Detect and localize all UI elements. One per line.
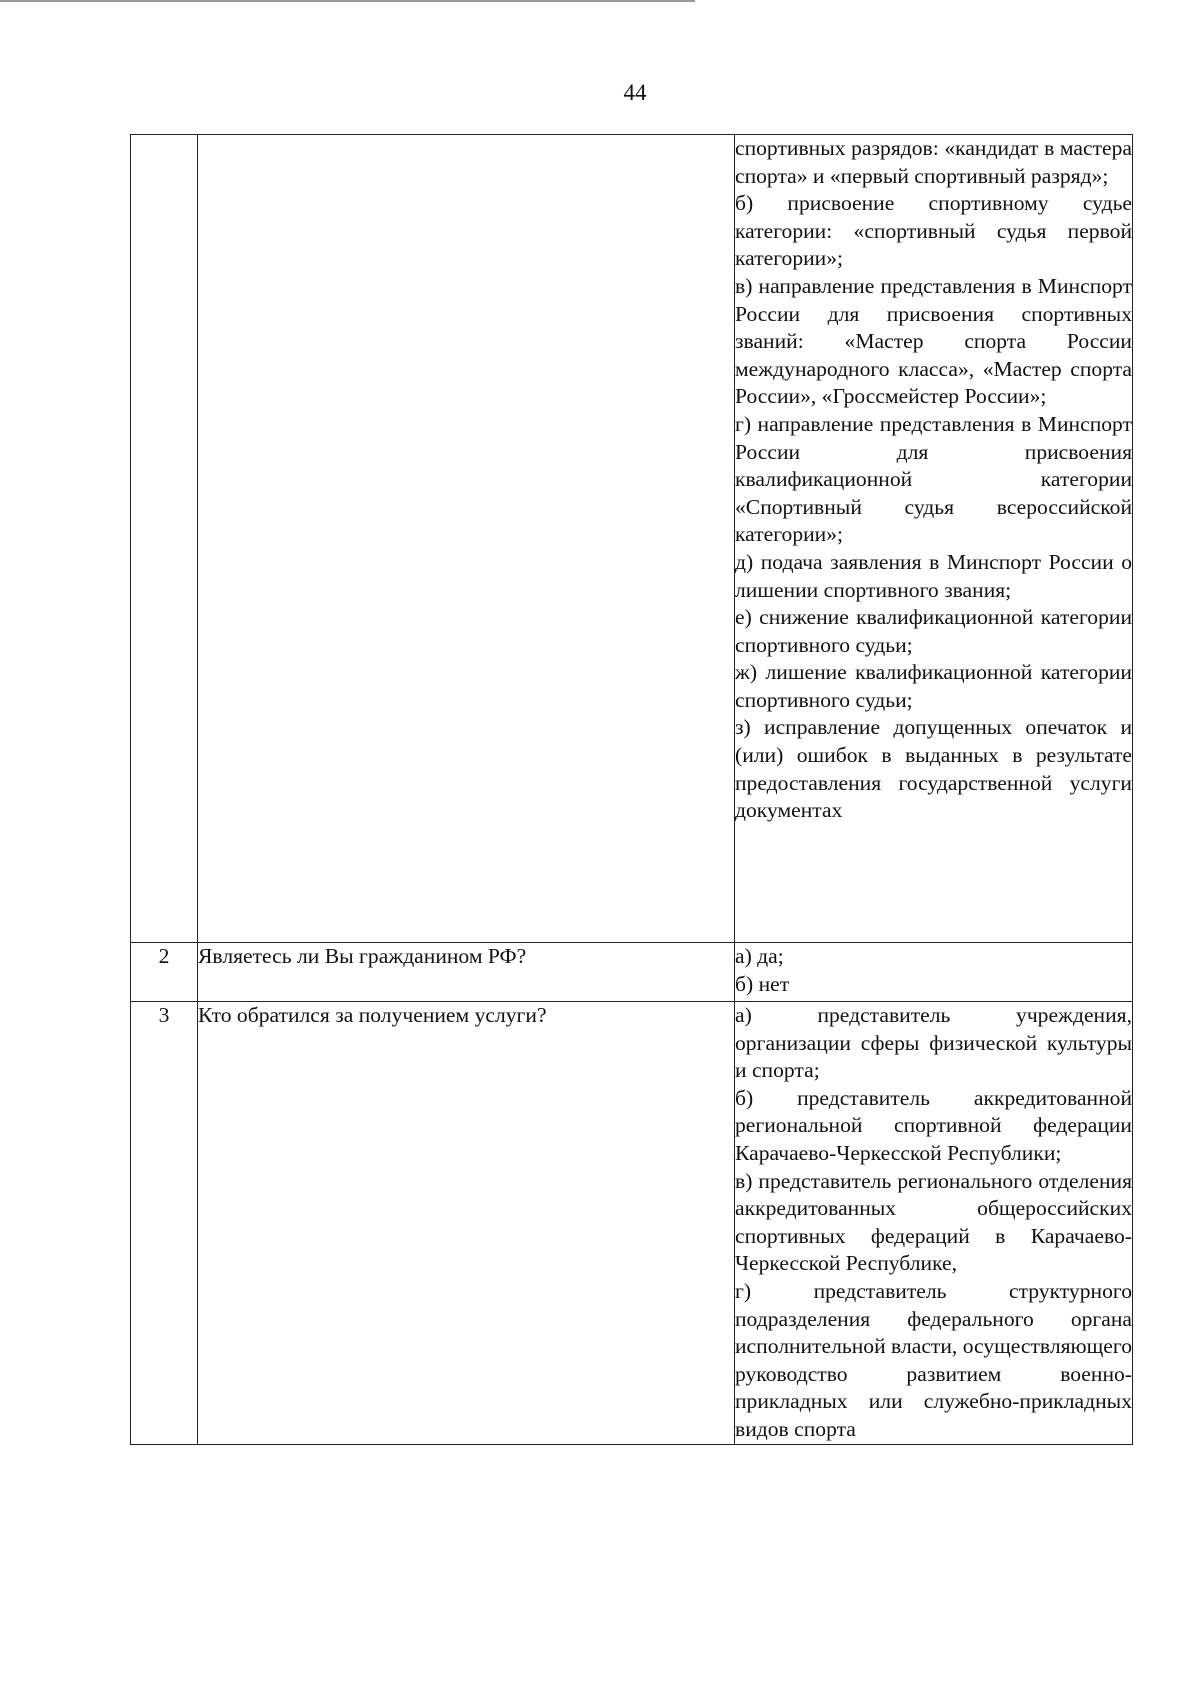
answer-option: г) направление представления в Минспорт России для присвоения квалификационной категории «Спортивный судья всероссийской категории»; bbox=[735, 411, 1132, 547]
answer-option: в) направление представления в Минспорт России для присвоения спортивных званий: «Мастер спорта России международного класса», «Мастер спорта России», «Гроссмейстер России»; bbox=[735, 273, 1132, 409]
table-row bbox=[131, 943, 1133, 1002]
question-cell bbox=[198, 135, 735, 943]
table-row bbox=[131, 135, 1133, 943]
answer-option: г) представитель структурного подразделения федерального органа исполнительной власти, осуществляющего руководство развитием военно-прикладных или служебно-прикладных видов спорта bbox=[735, 1278, 1132, 1441]
questionnaire-table bbox=[130, 134, 1133, 1445]
answer-option: а) представитель учреждения, организации сферы физической культуры и спорта; bbox=[735, 1003, 1132, 1083]
answer-option: в) представитель регионального отделения аккредитованных общероссийских спортивных федераций в Карачаево-Черкесской Республике, bbox=[735, 1168, 1132, 1276]
row-number-cell bbox=[131, 135, 198, 943]
question-cell: Являетесь ли Вы гражданином РФ? bbox=[198, 943, 735, 1002]
answer-option: а) да; bbox=[735, 944, 784, 968]
page-number: 44 bbox=[623, 80, 647, 105]
answer-option: ж) лишение квалификационной категории спортивного судьи; bbox=[735, 660, 1132, 712]
answer-option: з) исправление допущенных опечаток и (или) ошибок в выданных в результате предоставления государственной услуги документах bbox=[735, 715, 1132, 823]
answer-option: б) присвоение спортивному судье категории: «спортивный судья первой категории»; bbox=[735, 191, 1132, 271]
answer-option: д) подача заявления в Минспорт России о лишении спортивного звания; bbox=[735, 549, 1132, 602]
question-cell: Кто обратился за получением услуги? bbox=[198, 1002, 735, 1445]
scan-edge-line bbox=[0, 0, 695, 2]
table-row bbox=[131, 1002, 1133, 1445]
row-number-cell: 2 bbox=[131, 943, 198, 1002]
answers-cell bbox=[735, 1002, 1133, 1445]
row-number-cell: 3 bbox=[131, 1002, 198, 1445]
answers-cell bbox=[735, 135, 1133, 943]
answer-option: спортивных разрядов: «кандидат в мастера спорта» и «первый спортивный разряд»; bbox=[735, 136, 1132, 188]
answers-cell bbox=[735, 943, 1133, 1002]
answer-option: б) нет bbox=[735, 971, 790, 996]
answer-option: б) представитель аккредитованной региональной спортивной федерации Карачаево-Черкесской Республики; bbox=[735, 1085, 1132, 1165]
answer-option: е) снижение квалификационной категории спортивного судьи; bbox=[735, 605, 1132, 657]
